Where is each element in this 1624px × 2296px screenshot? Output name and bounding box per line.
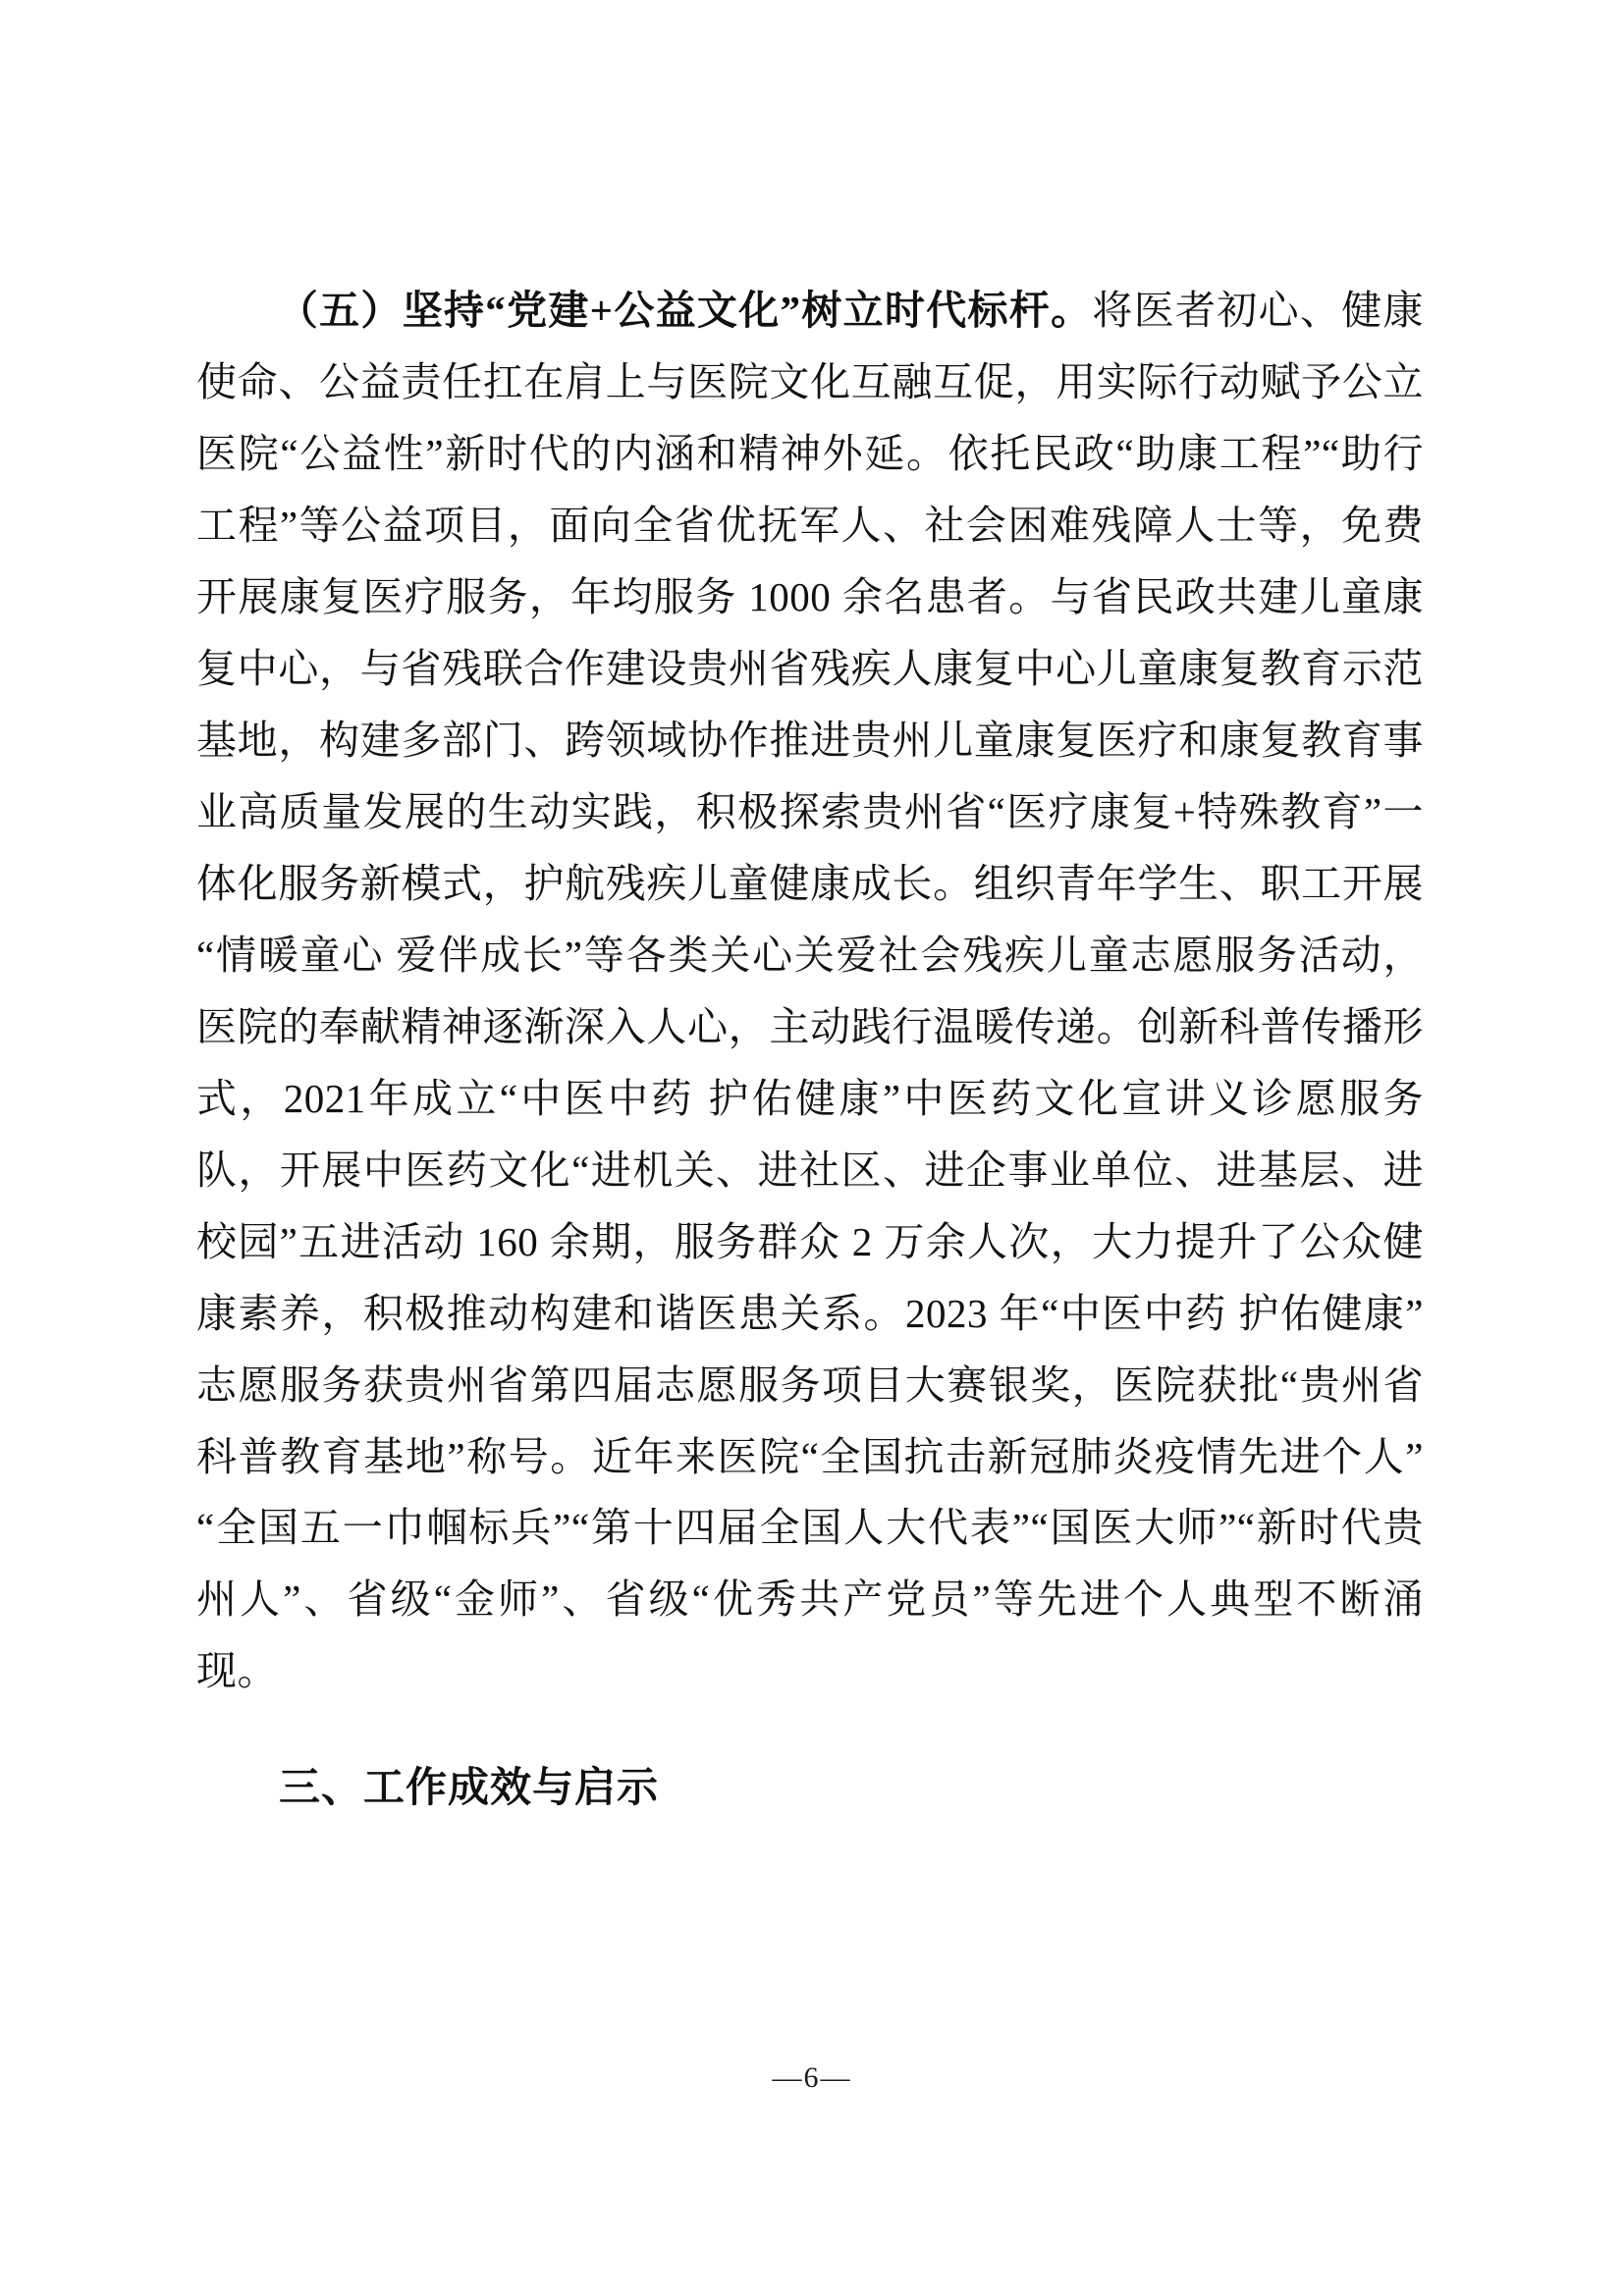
page-number: —6— bbox=[772, 2061, 852, 2094]
section-heading-text: 三、工作成效与启示 bbox=[279, 1766, 660, 1812]
paragraph-lead-title: （五）坚持“党建+公益文化”树立时代标杆。 bbox=[277, 288, 1093, 333]
section-heading-three bbox=[196, 1754, 1424, 1824]
page-content bbox=[196, 275, 1424, 1825]
paragraph-body-text: 将医者初心、健康使命、公益责任扛在肩上与医院文化互融互促，用实际行动赋予公立医院“公益性”新时代的内涵和精神外延。依托民政“助康工程”“助行工程”等公益项目，面向全省优抚军人、社会困难残障人士等，免费开展康复医疗服务，年均服务 1000 余名患者。与省民政共建儿童康复中心，与省残联合作建设贵州省残疾人康复中心儿童康复教育示范基地，构建多部门、跨领域协作推进贵州儿童康复医疗和康复教育事业高质量发展的生动实践，积极探索贵州省“医疗康复+特殊教育”一体化服务新模式，护航残疾儿童健康成长。组织青年学生、职工开展“情暖童心 爱伴成长”等各类关心关爱社会残疾儿童志愿服务活动，医院的奉献精神逐渐深入人心，主动践行温暖传递。创新科普传播形式，2021年成立“中医中药 护佑健康”中医药文化宣讲义诊愿服务队，开展中医药文化“进机关、进社区、进企事业单位、进基层、进校园”五进活动 160 余期，服务群众 2 万余人次，大力提升了公众健康素养，积极推动构建和谐医患关系。2023 年“中医中药 护佑健康”志愿服务获贵州省第四届志愿服务项目大赛银奖，医院获批“贵州省科普教育基地”称号。近年来医院“全国抗击新冠肺炎疫情先进个人”“全国五一巾帼标兵”“第十四届全国人大代表”“国医大师”“新时代贵州人”、省级“金师”、省级“优秀共产党员”等先进个人典型不断涌现。 bbox=[196, 288, 1424, 1694]
paragraph-five bbox=[196, 275, 1424, 1707]
